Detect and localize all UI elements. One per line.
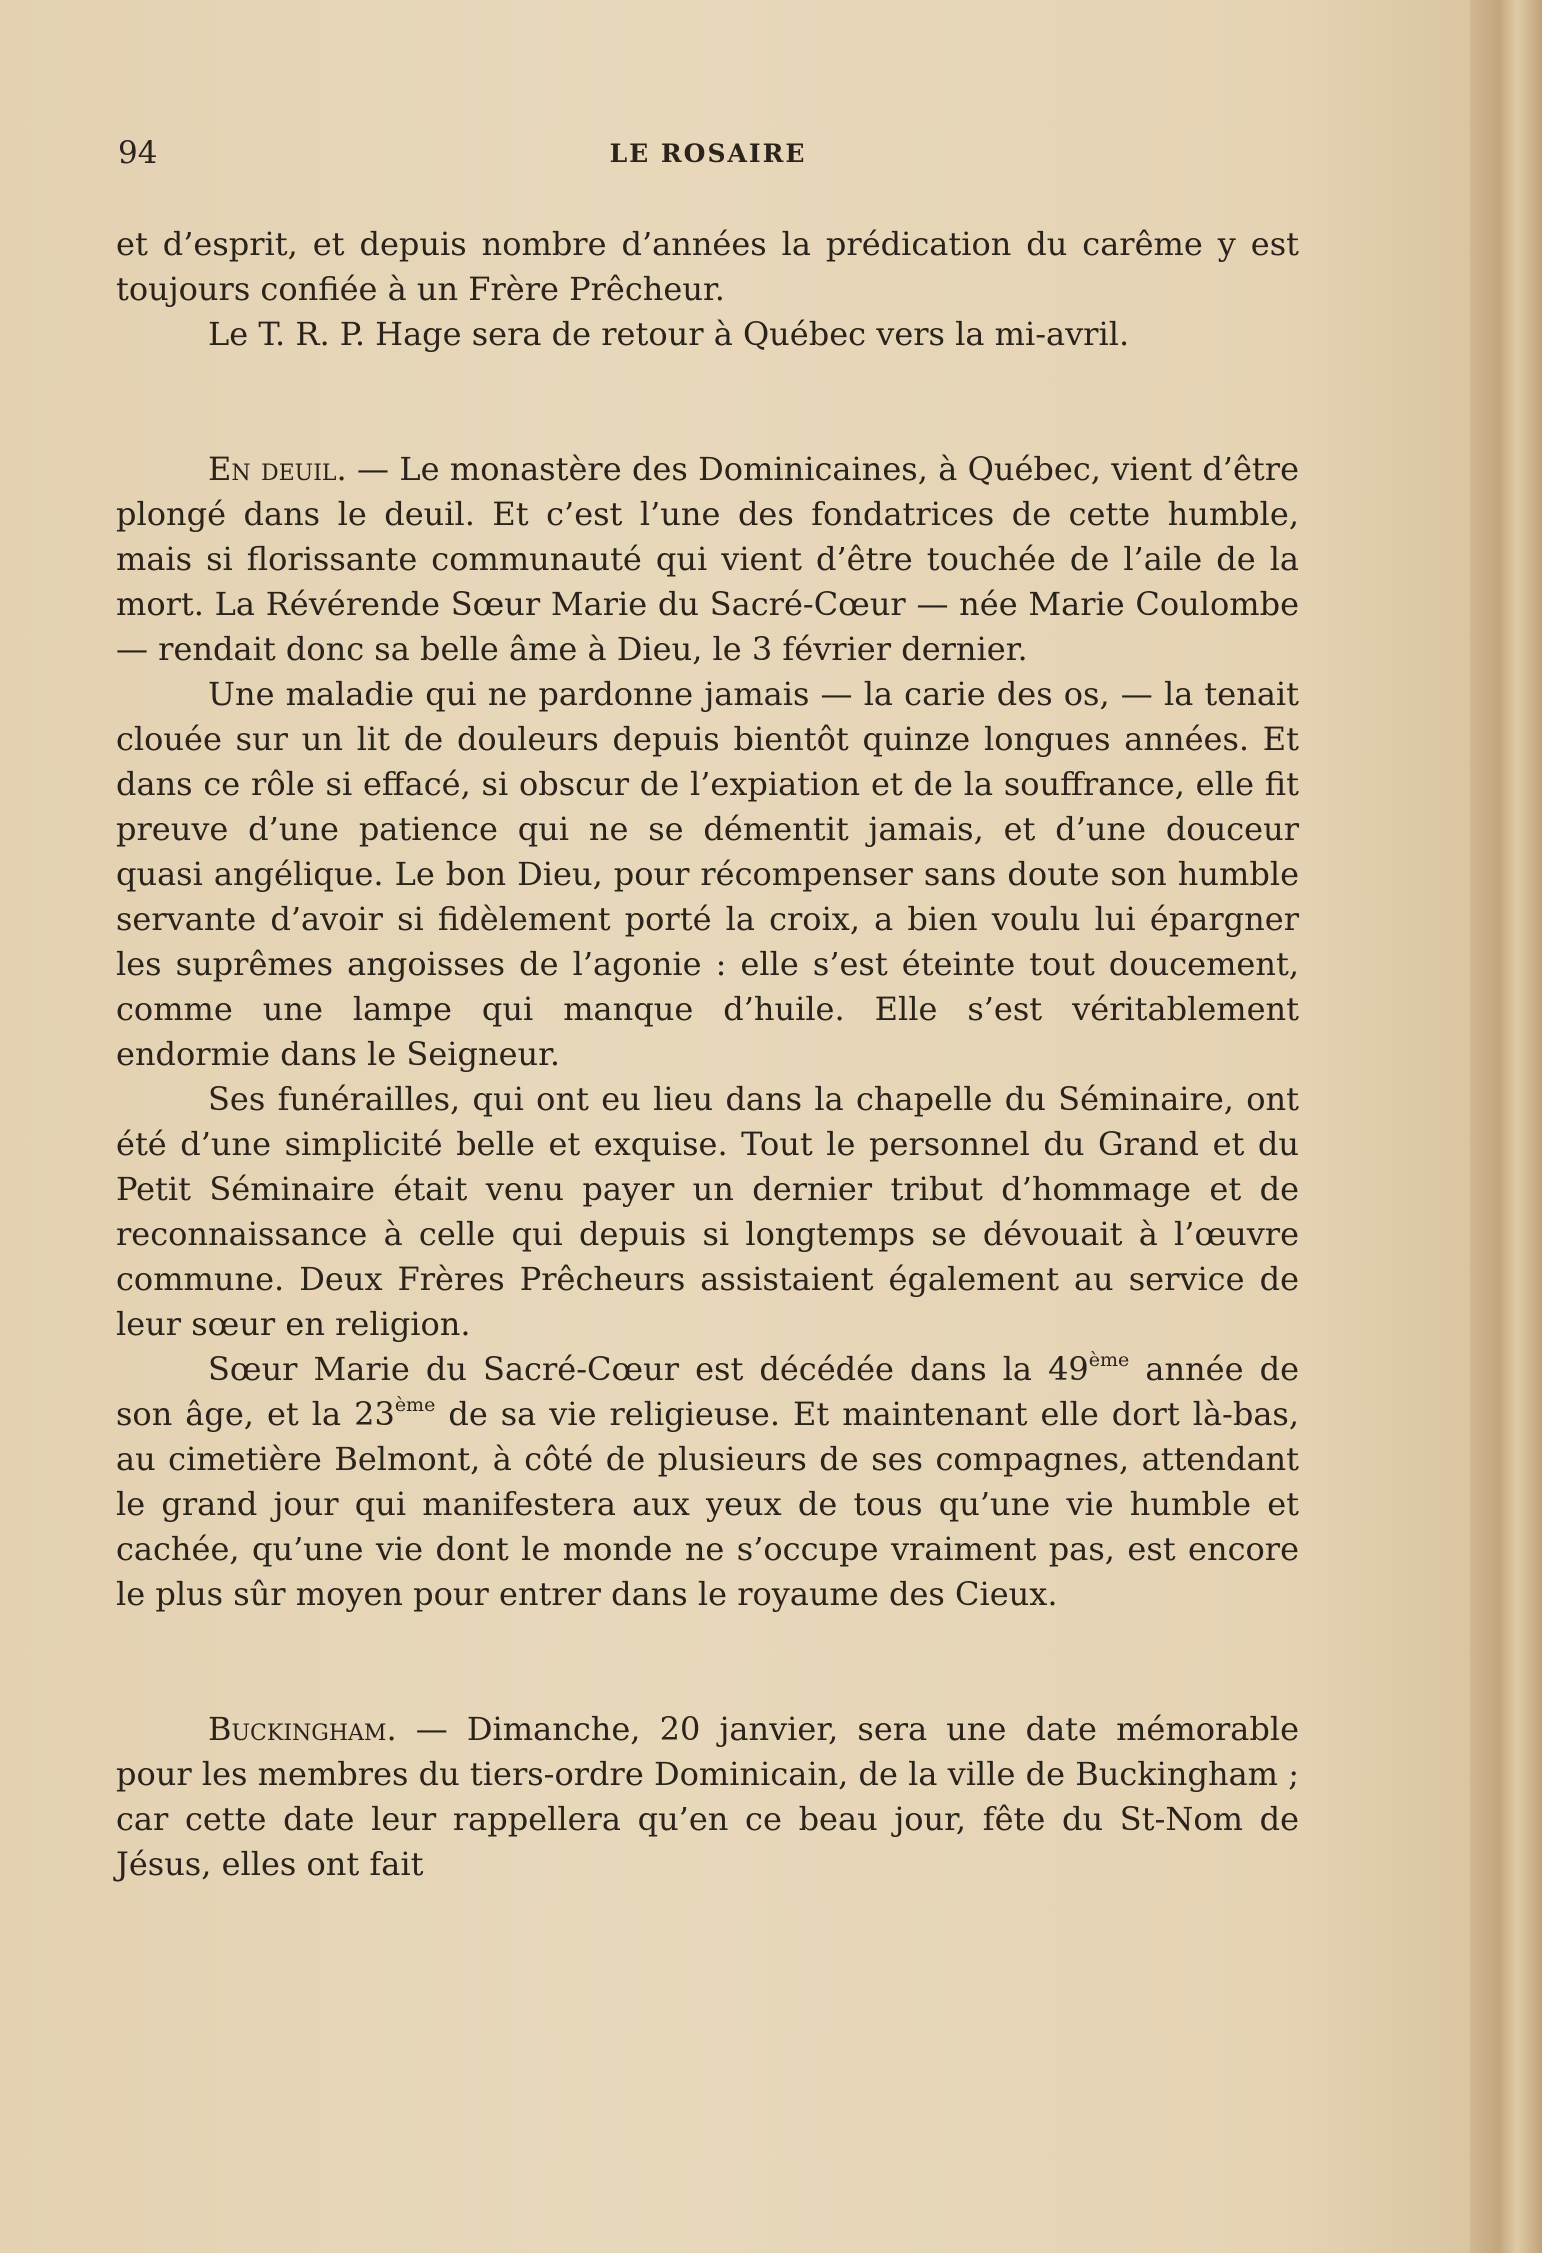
running-head: LE ROSAIRE bbox=[609, 139, 807, 168]
paragraph-text: de sa vie religieuse. Et maintenant elle dort là-bas, au cimetière Belmont, à côté de plusieurs de ses compagnes, attendant le grand jour qui manifestera aux yeux de tous qu’une vie humble et cachée, qu’une vie dont le monde ne s’occupe vraiment pas, est encore le plus sûr moyen pour entrer dans le royaume des Cieux. bbox=[116, 1395, 1300, 1613]
paragraph: Le T. R. P. Hage sera de retour à Québec vers la mi-avril. bbox=[208, 315, 1130, 353]
paragraph-text: — Dimanche, 20 janvier, sera une date mémorable pour les membres du tiers-ordre Dominicain, de la ville de Buckingham ; car cette date leur rappellera qu’en ce beau jour, fête du St-Nom de Jésus, elles ont fait bbox=[116, 1710, 1299, 1883]
superscript: ème bbox=[394, 1394, 436, 1416]
body-text bbox=[116, 222, 1299, 1887]
paragraph: Une maladie qui ne pardonne jamais — la carie des os, — la tenait clouée sur un lit de douleurs depuis bientôt quinze longues années. Et dans ce rôle si effacé, si obscur de l’expiation et de la souffrance, elle fit preuve d’une patience qui ne se démentit jamais, et d’une douceur quasi angélique. Le bon Dieu, pour récompenser sans doute son humble servante d’avoir si fidèlement porté la croix, a bien voulu lui épargner les suprêmes angoisses de l’agonie : elle s’est éteinte tout doucement, comme une lampe qui manque d’huile. Elle s’est véritablement endormie dans le Seigneur. bbox=[116, 675, 1299, 1073]
superscript: ème bbox=[1088, 1349, 1130, 1371]
paragraph-text: — Le monastère des Dominicaines, à Québec, vient d’être plongé dans le deuil. Et c’est l’une des fondatrices de cette humble, mais si florissante communauté qui vient d’être touchée de l’aile de la mort. La Révérende Sœur Marie du Sacré-Cœur — née Marie Coulombe — rendait donc sa belle âme à Dieu, le 3 février dernier. bbox=[116, 450, 1300, 668]
paragraph bbox=[116, 447, 1299, 672]
section-gap bbox=[116, 1617, 1299, 1707]
paragraph-text: Sœur Marie du Sacré-Cœur est décédée dans la 49 bbox=[208, 1350, 1089, 1388]
paragraph-text: année de son âge, et la 23 bbox=[116, 1350, 1300, 1433]
section-gap bbox=[116, 357, 1299, 447]
paragraph bbox=[116, 1707, 1299, 1887]
section-heading: En deuil. bbox=[208, 450, 347, 488]
page-number: 94 bbox=[118, 135, 158, 171]
section-heading: Buckingham. bbox=[208, 1710, 397, 1748]
paragraph: Ses funérailles, qui ont eu lieu dans la chapelle du Séminaire, ont été d’une simplicité belle et exquise. Tout le personnel du Grand et du Petit Séminaire était venu payer un dernier tribut d’hommage et de reconnaissance à celle qui depuis si longtemps se dévouait à l’œuvre commune. Deux Frères Prêcheurs assistaient également au service de leur sœur en religion. bbox=[116, 1080, 1299, 1343]
paragraph: et d’esprit, et depuis nombre d’années la prédication du carême y est toujours confiée à un Frère Prêcheur. bbox=[116, 225, 1299, 308]
paragraph bbox=[116, 1347, 1299, 1617]
book-spine bbox=[1470, 0, 1542, 2253]
page-header bbox=[118, 135, 1298, 175]
